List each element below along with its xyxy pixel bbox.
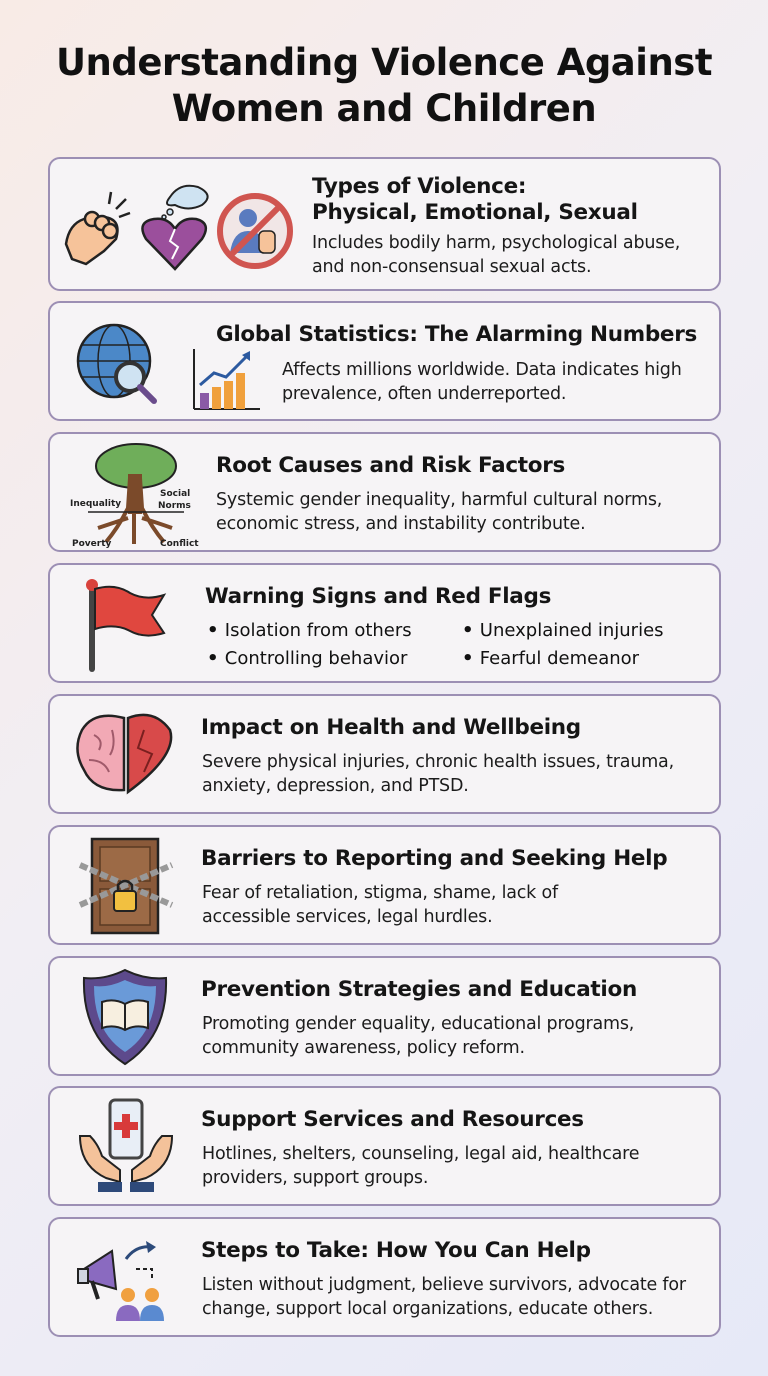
section-title: Impact on Health and Wellbeing: [201, 715, 581, 740]
section-title: Root Causes and Risk Factors: [216, 453, 566, 478]
tree-label-norms: Norms: [158, 501, 191, 511]
section-title: Global Statistics: The Alarming Numbers: [216, 322, 698, 347]
warning-item: • Fearful demeanor: [462, 645, 664, 673]
warning-item: • Unexplained injuries: [462, 617, 664, 645]
card-how-to-help: [48, 1217, 721, 1337]
section-description: Fear of retaliation, stigma, shame, lack of accessible services, legal hurdles.: [202, 883, 558, 927]
card-barriers: [48, 825, 721, 945]
bar-chart-icon: [192, 347, 262, 411]
tree-label-poverty: Poverty: [72, 539, 112, 549]
card-support-services: [48, 1086, 721, 1206]
section-description: Promoting gender equality, educational programs, community awareness, policy reform.: [202, 1014, 635, 1058]
card-prevention: [48, 956, 721, 1076]
section-description: Includes bodily harm, psychological abuse, and non-consensual sexual acts.: [312, 233, 681, 277]
broken-heart-icon: [140, 177, 210, 272]
shield-book-icon: [80, 966, 170, 1068]
warning-list-right: [462, 617, 664, 673]
brain-heart-icon: [74, 710, 178, 800]
section-title: Barriers to Reporting and Seeking Help: [201, 846, 668, 871]
card-root-causes: [48, 432, 721, 552]
card-warning-signs: [48, 563, 721, 683]
section-title: Warning Signs and Red Flags: [205, 584, 552, 609]
section-description: Systemic gender inequality, harmful cultural norms, economic stress, and instability contribute.: [216, 490, 663, 534]
no-touch-icon: [215, 191, 295, 271]
warning-list-left: [207, 617, 412, 673]
section-subtitle: Physical, Emotional, Sexual: [312, 200, 638, 225]
tree-label-conflict: Conflict: [160, 539, 199, 549]
chained-door-icon: [76, 835, 176, 937]
section-title: Prevention Strategies and Education: [201, 977, 637, 1002]
tree-label-inequality: Inequality: [70, 499, 122, 509]
section-title: Support Services and Resources: [201, 1107, 584, 1132]
warning-item: • Isolation from others: [207, 617, 412, 645]
section-title: Types of Violence:: [312, 174, 527, 199]
section-title: Steps to Take: How You Can Help: [201, 1238, 591, 1263]
section-description: Severe physical injuries, chronic health issues, trauma, anxiety, depression, and PTSD.: [202, 752, 674, 796]
tree-label-social: Social: [160, 489, 191, 499]
section-description: Affects millions worldwide. Data indicates high prevalence, often underreported.: [282, 360, 682, 404]
card-health-impact: [48, 694, 721, 814]
megaphone-people-icon: [76, 1229, 180, 1329]
hands-phone-medical-icon: [76, 1096, 176, 1198]
section-description: Listen without judgment, believe survivors, advocate for change, support local organizations, educate others.: [202, 1275, 686, 1319]
fist-icon: [64, 189, 134, 269]
card-global-statistics: [48, 301, 721, 421]
card-types-of-violence: [48, 157, 721, 291]
page-title: Understanding Violence Against Women and Children: [55, 41, 713, 130]
warning-item: • Controlling behavior: [207, 645, 412, 673]
red-flag-icon: [80, 575, 170, 675]
globe-magnifier-icon: [72, 321, 172, 411]
tree-roots-icon: [68, 438, 203, 550]
section-description: Hotlines, shelters, counseling, legal aid, healthcare providers, support groups.: [202, 1144, 640, 1188]
